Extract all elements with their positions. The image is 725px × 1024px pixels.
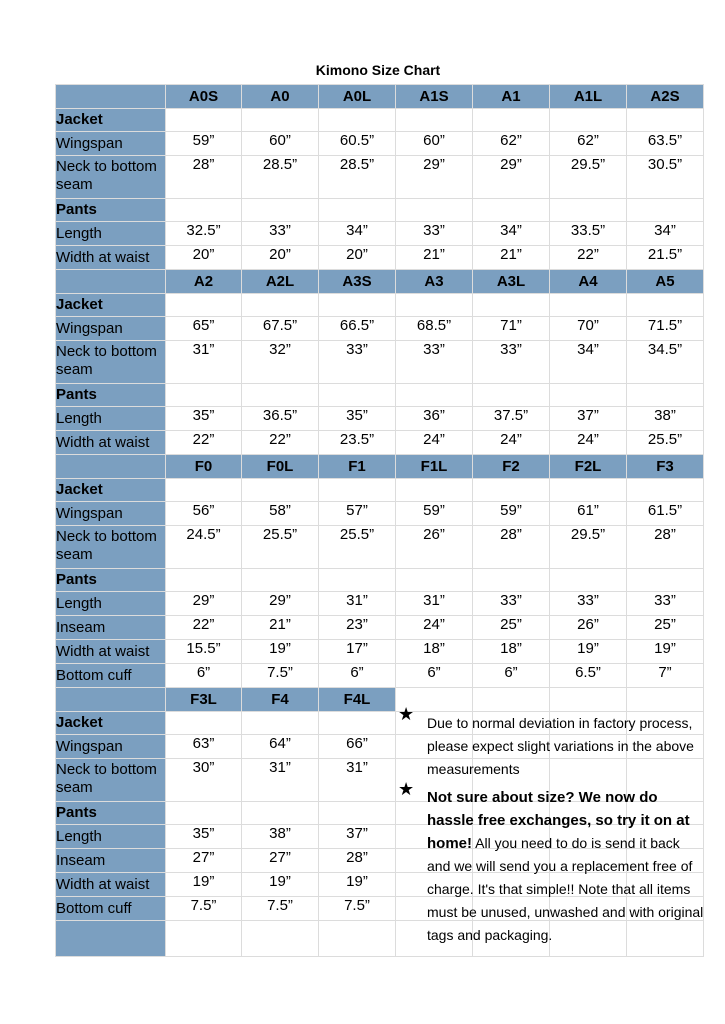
measurement-value: 35” xyxy=(319,407,396,431)
empty-cell xyxy=(242,921,319,957)
measurement-value: 26” xyxy=(550,616,627,640)
size-header: A1 xyxy=(473,85,550,109)
empty-cell xyxy=(473,688,550,712)
measurement-value: 24” xyxy=(473,431,550,455)
star-icon: ★ xyxy=(398,704,415,724)
size-header-row xyxy=(56,270,704,294)
section-label: Jacket xyxy=(56,712,166,735)
exchange-note-bold: Not sure about size? We now do hassle free exchanges, so try it on at home! xyxy=(427,789,690,852)
measurement-value: 60.5” xyxy=(319,132,396,156)
measurement-value: 62” xyxy=(473,132,550,156)
measurement-label: Wingspan xyxy=(56,132,166,156)
empty-cell xyxy=(473,384,550,407)
empty-cell xyxy=(319,384,396,407)
measurement-value: 22” xyxy=(242,431,319,455)
empty-cell xyxy=(242,802,319,825)
measurement-value: 7.5” xyxy=(242,664,319,688)
size-header: F2 xyxy=(473,455,550,479)
empty-cell xyxy=(319,479,396,502)
measurement-value: 24.5” xyxy=(166,526,242,569)
empty-cell xyxy=(550,688,627,712)
exchange-note-text: All you need to do is send it back and we will send you a replacement free of charge. It's that simple!! Note that all items must be unused, unwashed and with original tags and packaging. xyxy=(427,835,704,943)
measurement-value: 33” xyxy=(627,592,704,616)
empty-cell xyxy=(627,109,704,132)
measurement-value: 26” xyxy=(396,526,473,569)
measurement-value: 38” xyxy=(627,407,704,431)
section-label: Jacket xyxy=(56,479,166,502)
measurement-value: 37.5” xyxy=(473,407,550,431)
measurement-value: 34” xyxy=(627,222,704,246)
measurement-value: 31” xyxy=(166,341,242,384)
measurement-value: 33” xyxy=(396,222,473,246)
size-header: F3 xyxy=(627,455,704,479)
measurement-value: 23” xyxy=(319,616,396,640)
measurement-value: 66” xyxy=(319,735,396,759)
empty-cell xyxy=(627,479,704,502)
measurement-value: 19” xyxy=(627,640,704,664)
measurement-value: 33” xyxy=(242,222,319,246)
measurement-value: 30” xyxy=(166,759,242,802)
measurement-value: 61” xyxy=(550,502,627,526)
measurement-label: Neck to bottom seam xyxy=(56,526,166,569)
measurement-label: Length xyxy=(56,407,166,431)
measurement-value: 28.5” xyxy=(242,156,319,199)
measurement-row xyxy=(56,664,704,688)
empty-cell xyxy=(627,294,704,317)
measurement-value: 22” xyxy=(166,616,242,640)
empty-cell xyxy=(319,109,396,132)
size-header: A1S xyxy=(396,85,473,109)
measurement-value: 6” xyxy=(473,664,550,688)
measurement-value: 27” xyxy=(242,849,319,873)
empty-cell xyxy=(166,384,242,407)
size-header: A3L xyxy=(473,270,550,294)
measurement-value: 24” xyxy=(396,616,473,640)
measurement-value: 65” xyxy=(166,317,242,341)
empty-cell xyxy=(550,569,627,592)
size-header: A0S xyxy=(166,85,242,109)
size-header: F3L xyxy=(166,688,242,712)
chart-title: Kimono Size Chart xyxy=(315,62,441,78)
empty-cell xyxy=(242,569,319,592)
section-row xyxy=(56,294,704,317)
section-label: Pants xyxy=(56,569,166,592)
measurement-value: 34” xyxy=(473,222,550,246)
measurement-value: 28” xyxy=(166,156,242,199)
measurement-value: 56” xyxy=(166,502,242,526)
measurement-value: 29.5” xyxy=(550,156,627,199)
measurement-row xyxy=(56,341,704,384)
empty-cell xyxy=(627,384,704,407)
measurement-value: 31” xyxy=(242,759,319,802)
size-header: F4L xyxy=(319,688,396,712)
section-label: Pants xyxy=(56,384,166,407)
measurement-value: 20” xyxy=(166,246,242,270)
measurement-value: 32.5” xyxy=(166,222,242,246)
measurement-value: 25” xyxy=(627,616,704,640)
empty-cell xyxy=(550,199,627,222)
size-header: A5 xyxy=(627,270,704,294)
empty-cell xyxy=(166,109,242,132)
measurement-value: 36” xyxy=(396,407,473,431)
measurement-value: 58” xyxy=(242,502,319,526)
measurement-value: 6.5” xyxy=(550,664,627,688)
measurement-value: 29” xyxy=(242,592,319,616)
empty-cell xyxy=(396,294,473,317)
measurement-value: 18” xyxy=(396,640,473,664)
measurement-value: 7.5” xyxy=(166,897,242,921)
measurement-value: 59” xyxy=(473,502,550,526)
size-header: A1L xyxy=(550,85,627,109)
measurement-value: 27” xyxy=(166,849,242,873)
measurement-value: 21” xyxy=(473,246,550,270)
empty-cell xyxy=(473,569,550,592)
empty-cell xyxy=(473,479,550,502)
measurement-value: 33” xyxy=(396,341,473,384)
measurement-value: 61.5” xyxy=(627,502,704,526)
measurement-value: 21” xyxy=(396,246,473,270)
measurement-value: 33” xyxy=(550,592,627,616)
measurement-value: 18” xyxy=(473,640,550,664)
measurement-value: 19” xyxy=(550,640,627,664)
measurement-value: 63” xyxy=(166,735,242,759)
size-header: A3 xyxy=(396,270,473,294)
measurement-value: 70” xyxy=(550,317,627,341)
measurement-label: Length xyxy=(56,825,166,849)
measurement-value: 24” xyxy=(396,431,473,455)
header-corner xyxy=(56,85,166,109)
empty-cell xyxy=(396,569,473,592)
measurement-value: 6” xyxy=(166,664,242,688)
measurement-value: 32” xyxy=(242,341,319,384)
measurement-value: 6” xyxy=(396,664,473,688)
empty-cell xyxy=(550,479,627,502)
measurement-row xyxy=(56,132,704,156)
section-row xyxy=(56,384,704,407)
empty-cell xyxy=(627,199,704,222)
header-corner xyxy=(56,270,166,294)
measurement-value: 24” xyxy=(550,431,627,455)
measurement-value: 7.5” xyxy=(242,897,319,921)
measurement-value: 15.5” xyxy=(166,640,242,664)
measurement-label: Wingspan xyxy=(56,502,166,526)
measurement-row xyxy=(56,156,704,199)
measurement-value: 71” xyxy=(473,317,550,341)
measurement-value: 19” xyxy=(242,640,319,664)
empty-cell xyxy=(319,569,396,592)
empty-cell xyxy=(550,384,627,407)
measurement-value: 7.5” xyxy=(319,897,396,921)
empty-cell xyxy=(319,802,396,825)
size-header: A2L xyxy=(242,270,319,294)
measurement-value: 28” xyxy=(319,849,396,873)
empty-cell xyxy=(166,921,242,957)
measurement-value: 37” xyxy=(319,825,396,849)
measurement-value: 59” xyxy=(396,502,473,526)
empty-cell xyxy=(242,712,319,735)
measurement-value: 19” xyxy=(166,873,242,897)
size-header: A4 xyxy=(550,270,627,294)
measurement-value: 33” xyxy=(473,341,550,384)
measurement-value: 22” xyxy=(550,246,627,270)
section-label: Jacket xyxy=(56,109,166,132)
empty-cell xyxy=(627,688,704,712)
empty-cell xyxy=(166,569,242,592)
size-header: F0L xyxy=(242,455,319,479)
measurement-label: Wingspan xyxy=(56,317,166,341)
empty-cell xyxy=(473,109,550,132)
measurement-row xyxy=(56,640,704,664)
measurement-value: 29.5” xyxy=(550,526,627,569)
measurement-value: 6” xyxy=(319,664,396,688)
empty-cell xyxy=(319,294,396,317)
empty-cell xyxy=(473,294,550,317)
measurement-row xyxy=(56,407,704,431)
empty-cell xyxy=(473,199,550,222)
measurement-value: 23.5” xyxy=(319,431,396,455)
section-row xyxy=(56,569,704,592)
measurement-value: 31” xyxy=(396,592,473,616)
empty-cell xyxy=(166,479,242,502)
empty-cell xyxy=(166,712,242,735)
measurement-label: Inseam xyxy=(56,849,166,873)
header-corner xyxy=(56,688,166,712)
measurement-label: Width at waist xyxy=(56,873,166,897)
measurement-value: 21” xyxy=(242,616,319,640)
measurement-value: 19” xyxy=(319,873,396,897)
measurement-label: Wingspan xyxy=(56,735,166,759)
empty-cell xyxy=(627,569,704,592)
empty-cell xyxy=(550,109,627,132)
measurement-label: Neck to bottom seam xyxy=(56,341,166,384)
measurement-value: 29” xyxy=(166,592,242,616)
empty-cell xyxy=(242,384,319,407)
measurement-value: 29” xyxy=(396,156,473,199)
measurement-value: 29” xyxy=(473,156,550,199)
measurement-value: 31” xyxy=(319,592,396,616)
measurement-label: Neck to bottom seam xyxy=(56,759,166,802)
empty-cell xyxy=(319,199,396,222)
measurement-value: 25.5” xyxy=(242,526,319,569)
section-row xyxy=(56,479,704,502)
empty-cell xyxy=(166,294,242,317)
measurement-row xyxy=(56,502,704,526)
measurement-value: 64” xyxy=(242,735,319,759)
measurement-value: 60” xyxy=(396,132,473,156)
empty-cell xyxy=(396,199,473,222)
measurement-value: 63.5” xyxy=(627,132,704,156)
measurement-value: 34” xyxy=(319,222,396,246)
size-header: F1L xyxy=(396,455,473,479)
empty-cell xyxy=(319,921,396,957)
measurement-label: Width at waist xyxy=(56,431,166,455)
measurement-label: Length xyxy=(56,222,166,246)
measurement-value: 19” xyxy=(242,873,319,897)
measurement-label: Neck to bottom seam xyxy=(56,156,166,199)
section-label: Jacket xyxy=(56,294,166,317)
empty-cell xyxy=(242,294,319,317)
measurement-row xyxy=(56,592,704,616)
measurement-value: 34” xyxy=(550,341,627,384)
measurement-value: 66.5” xyxy=(319,317,396,341)
measurement-value: 33” xyxy=(319,341,396,384)
empty-cell xyxy=(242,199,319,222)
measurement-value: 57” xyxy=(319,502,396,526)
measurement-value: 36.5” xyxy=(242,407,319,431)
measurement-value: 28” xyxy=(627,526,704,569)
measurement-value: 7” xyxy=(627,664,704,688)
measurement-label: Bottom cuff xyxy=(56,897,166,921)
measurement-value: 67.5” xyxy=(242,317,319,341)
variation-note: Due to normal deviation in factory process, please expect slight variations in the above measurements xyxy=(427,715,694,777)
measurement-value: 59” xyxy=(166,132,242,156)
size-header: A0 xyxy=(242,85,319,109)
empty-cell xyxy=(166,199,242,222)
section-label: Pants xyxy=(56,199,166,222)
measurement-value: 34.5” xyxy=(627,341,704,384)
measurement-value: 68.5” xyxy=(396,317,473,341)
measurement-value: 35” xyxy=(166,407,242,431)
measurement-row xyxy=(56,431,704,455)
empty-cell xyxy=(396,384,473,407)
measurement-label: Width at waist xyxy=(56,640,166,664)
size-header: F2L xyxy=(550,455,627,479)
size-header: A0L xyxy=(319,85,396,109)
measurement-value: 35” xyxy=(166,825,242,849)
measurement-label: Bottom cuff xyxy=(56,664,166,688)
size-header-row xyxy=(56,455,704,479)
measurement-value: 17” xyxy=(319,640,396,664)
star-icon: ★ xyxy=(398,779,415,799)
empty-cell xyxy=(319,712,396,735)
measurement-row xyxy=(56,317,704,341)
measurement-value: 28.5” xyxy=(319,156,396,199)
header-corner xyxy=(56,455,166,479)
size-header: A2 xyxy=(166,270,242,294)
measurement-value: 33” xyxy=(473,592,550,616)
measurement-value: 38” xyxy=(242,825,319,849)
empty-cell xyxy=(56,921,166,957)
measurement-label: Width at waist xyxy=(56,246,166,270)
measurement-value: 25” xyxy=(473,616,550,640)
measurement-value: 28” xyxy=(473,526,550,569)
empty-cell xyxy=(242,479,319,502)
measurement-value: 25.5” xyxy=(627,431,704,455)
size-header-row xyxy=(56,688,704,712)
measurement-row xyxy=(56,616,704,640)
size-header: F4 xyxy=(242,688,319,712)
exchange-note xyxy=(427,786,707,947)
size-header: F1 xyxy=(319,455,396,479)
size-header: F0 xyxy=(166,455,242,479)
size-header: A3S xyxy=(319,270,396,294)
measurement-value: 21.5” xyxy=(627,246,704,270)
empty-cell xyxy=(166,802,242,825)
measurement-row xyxy=(56,246,704,270)
measurement-value: 25.5” xyxy=(319,526,396,569)
empty-cell xyxy=(242,109,319,132)
measurement-value: 62” xyxy=(550,132,627,156)
empty-cell xyxy=(550,294,627,317)
measurement-row xyxy=(56,526,704,569)
measurement-value: 37” xyxy=(550,407,627,431)
size-header: A2S xyxy=(627,85,704,109)
section-row xyxy=(56,109,704,132)
measurement-value: 33.5” xyxy=(550,222,627,246)
section-label: Pants xyxy=(56,802,166,825)
size-header-row xyxy=(56,85,704,109)
section-row xyxy=(56,199,704,222)
measurement-value: 30.5” xyxy=(627,156,704,199)
measurement-row xyxy=(56,222,704,246)
measurement-value: 71.5” xyxy=(627,317,704,341)
measurement-value: 20” xyxy=(242,246,319,270)
measurement-value: 60” xyxy=(242,132,319,156)
measurement-value: 22” xyxy=(166,431,242,455)
measurement-label: Length xyxy=(56,592,166,616)
measurement-value: 20” xyxy=(319,246,396,270)
empty-cell xyxy=(396,479,473,502)
measurement-label: Inseam xyxy=(56,616,166,640)
measurement-value: 31” xyxy=(319,759,396,802)
empty-cell xyxy=(396,109,473,132)
